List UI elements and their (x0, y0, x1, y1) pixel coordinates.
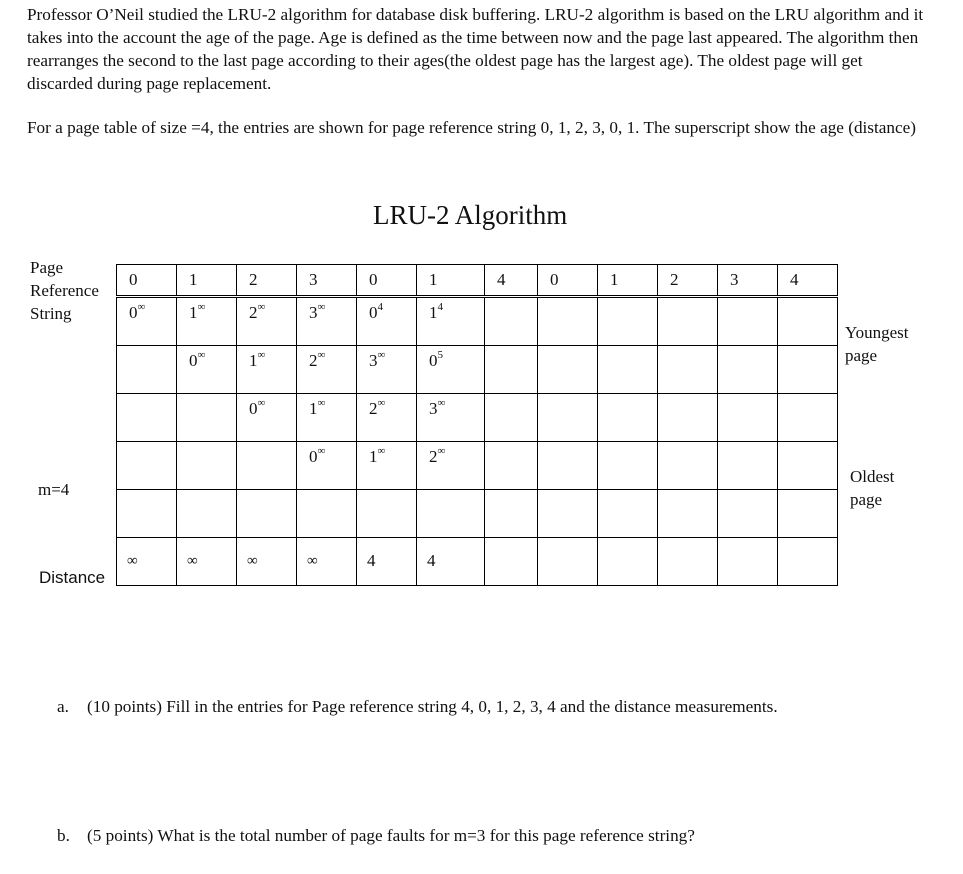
m-label: m=4 (38, 480, 70, 499)
distance-cell: ∞ (297, 538, 357, 586)
distance-cell (598, 538, 658, 586)
buffer-cell (778, 442, 838, 490)
page-number: 0 (189, 351, 198, 370)
page-number: 0 (249, 399, 258, 418)
page-number: 0 (309, 447, 318, 466)
buffer-cell (177, 394, 237, 442)
buffer-cell (357, 297, 417, 346)
buffer-row (117, 297, 838, 346)
buffer-cell (177, 346, 237, 394)
buffer-cell (485, 490, 538, 538)
buffer-cell (297, 346, 357, 394)
buffer-cell (598, 346, 658, 394)
page-age: 4 (377, 301, 383, 314)
buffer-cell (658, 346, 718, 394)
page-number: 2 (429, 447, 438, 466)
buffer-cell (357, 346, 417, 394)
reference-cell: 1 (598, 265, 658, 297)
buffer-cell (718, 490, 778, 538)
buffer-cell (538, 394, 598, 442)
reference-cell: 3 (718, 265, 778, 297)
buffer-cell (718, 346, 778, 394)
distance-cell (538, 538, 598, 586)
youngest-page-label: Youngest page (845, 323, 909, 365)
buffer-cell (778, 394, 838, 442)
buffer-cell (177, 442, 237, 490)
buffer-cell (538, 490, 598, 538)
reference-cell: 2 (237, 265, 297, 297)
oldest-page-label: Oldest page (850, 467, 895, 509)
reference-cell: 1 (417, 265, 485, 297)
page-age: ∞ (377, 397, 386, 410)
buffer-cell (297, 490, 357, 538)
buffer-cell (237, 394, 297, 442)
page-number: 0 (429, 351, 438, 370)
buffer-cell (778, 346, 838, 394)
page-age: ∞ (197, 349, 206, 362)
buffer-cell (177, 490, 237, 538)
distance-cell (778, 538, 838, 586)
distance-cell: 4 (417, 538, 485, 586)
buffer-cell (117, 442, 177, 490)
question-a (57, 695, 778, 718)
page-age: ∞ (257, 349, 266, 362)
buffer-cell (658, 490, 718, 538)
page-number: 1 (369, 447, 378, 466)
buffer-cell (417, 346, 485, 394)
buffer-cell (538, 297, 598, 346)
page-age: ∞ (137, 301, 146, 314)
question-b (57, 824, 695, 847)
reference-cell: 0 (538, 265, 598, 297)
buffer-cell (237, 346, 297, 394)
buffer-cell (357, 442, 417, 490)
reference-cell: 4 (485, 265, 538, 297)
page-age: ∞ (197, 301, 206, 314)
buffer-cell (297, 442, 357, 490)
distance-label: Distance (39, 568, 106, 587)
question-a-text: (10 points) Fill in the entries for Page reference string 4, 0, 1, 2, 3, 4 and the distance measurements. (87, 697, 778, 716)
question-b-marker: b. (57, 826, 70, 845)
buffer-cell (485, 346, 538, 394)
lru2-table (116, 264, 838, 586)
page-number: 3 (369, 351, 378, 370)
page-number: 1 (189, 303, 198, 322)
distance-cell (718, 538, 778, 586)
page-age: ∞ (257, 397, 266, 410)
buffer-cell (237, 442, 297, 490)
distance-cell: ∞ (117, 538, 177, 586)
buffer-cell (718, 297, 778, 346)
page-age: ∞ (317, 301, 326, 314)
distance-cell: ∞ (237, 538, 297, 586)
buffer-cell (598, 442, 658, 490)
page-number: 2 (369, 399, 378, 418)
description-paragraph: For a page table of size =4, the entries are shown for page reference string 0, 1, 2, 3, 0, 1. The superscript show the age (distance) (27, 118, 916, 137)
buffer-cell (297, 394, 357, 442)
buffer-cell (598, 490, 658, 538)
buffer-cell (117, 490, 177, 538)
buffer-cell (598, 297, 658, 346)
buffer-cell (778, 297, 838, 346)
buffer-cell (658, 442, 718, 490)
buffer-cell (485, 442, 538, 490)
page-number: 3 (429, 399, 438, 418)
distance-cell: 4 (357, 538, 417, 586)
intro-paragraph: Professor O’Neil studied the LRU-2 algorithm for database disk buffering. LRU-2 algorithm is based on the LRU algorithm and it takes into the account the age of the page. Age is defined as the time between now and the page last appeared. The algorithm then rearranges the second to the last page according to their ages(the oldest page has the largest age). The oldest page will get discarded during page replacement. (27, 5, 924, 93)
buffer-row (117, 346, 838, 394)
buffer-cell (538, 442, 598, 490)
page-reference-label: Page Reference String (30, 258, 99, 323)
buffer-row (117, 394, 838, 442)
question-b-text: (5 points) What is the total number of page faults for m=3 for this page reference string? (87, 826, 695, 845)
page-age: ∞ (437, 445, 446, 458)
page-number: 0 (369, 303, 378, 322)
page-age: ∞ (317, 349, 326, 362)
question-a-marker: a. (57, 697, 69, 716)
page-age: 5 (437, 349, 443, 362)
buffer-cell (778, 490, 838, 538)
buffer-cell (538, 346, 598, 394)
buffer-cell (658, 297, 718, 346)
buffer-cell (598, 394, 658, 442)
distance-cell (485, 538, 538, 586)
buffer-cell (417, 297, 485, 346)
buffer-row (117, 442, 838, 490)
page-age: ∞ (377, 445, 386, 458)
page-age: ∞ (377, 349, 386, 362)
page-age: 4 (437, 301, 443, 314)
buffer-cell (117, 394, 177, 442)
buffer-cell (237, 297, 297, 346)
buffer-cell (417, 394, 485, 442)
diagram-title: LRU-2 Algorithm (373, 200, 568, 230)
page-number: 2 (309, 351, 318, 370)
buffer-row (117, 490, 838, 538)
distance-cell: ∞ (177, 538, 237, 586)
reference-string-row (117, 265, 838, 297)
page-number: 1 (309, 399, 318, 418)
buffer-cell (658, 394, 718, 442)
page-number: 2 (249, 303, 258, 322)
buffer-cell (117, 346, 177, 394)
buffer-cell (357, 490, 417, 538)
reference-cell: 0 (117, 265, 177, 297)
reference-cell: 1 (177, 265, 237, 297)
buffer-cell (117, 297, 177, 346)
distance-row (117, 538, 838, 586)
page-number: 0 (129, 303, 138, 322)
buffer-cell (357, 394, 417, 442)
page-number: 1 (429, 303, 438, 322)
distance-cell (658, 538, 718, 586)
page-age: ∞ (317, 397, 326, 410)
buffer-cell (417, 442, 485, 490)
reference-cell: 4 (778, 265, 838, 297)
buffer-cell (417, 490, 485, 538)
reference-cell: 2 (658, 265, 718, 297)
page-age: ∞ (437, 397, 446, 410)
buffer-cell (177, 297, 237, 346)
page-number: 1 (249, 351, 258, 370)
page-number: 3 (309, 303, 318, 322)
reference-cell: 0 (357, 265, 417, 297)
buffer-cell (485, 394, 538, 442)
buffer-cell (718, 442, 778, 490)
page-age: ∞ (317, 445, 326, 458)
reference-cell: 3 (297, 265, 357, 297)
buffer-cell (297, 297, 357, 346)
buffer-cell (237, 490, 297, 538)
page-age: ∞ (257, 301, 266, 314)
buffer-cell (718, 394, 778, 442)
buffer-cell (485, 297, 538, 346)
